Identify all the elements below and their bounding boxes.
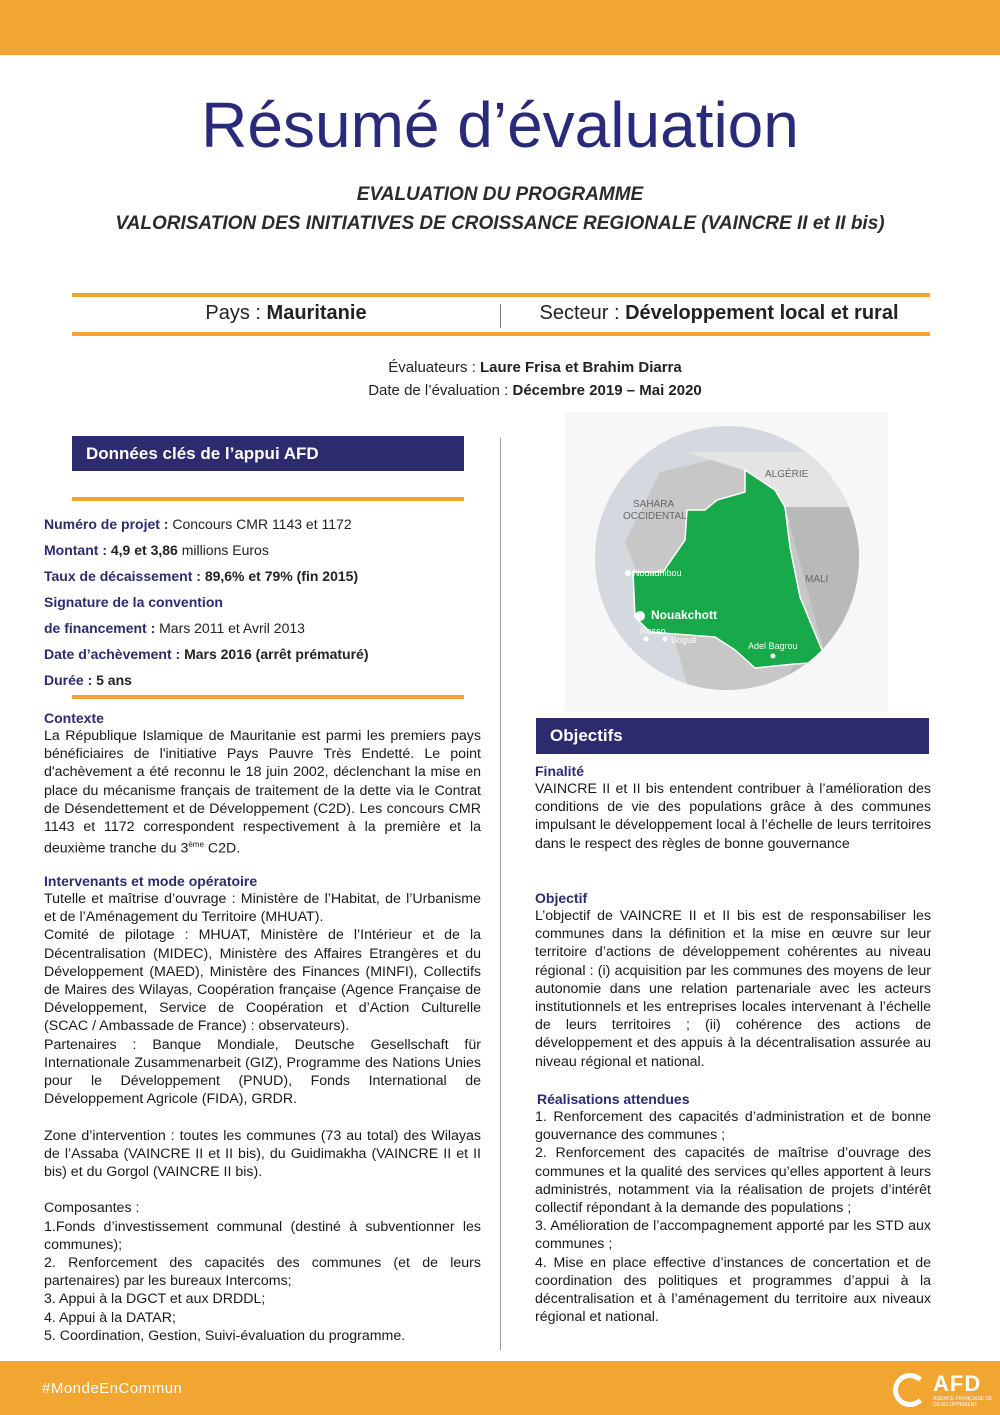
completion-row: Date d’achèvement : Mars 2016 (arrêt prématuré) <box>44 646 369 662</box>
project-number-row: Numéro de projet : Concours CMR 1143 et 1172 <box>44 516 352 532</box>
nouadhibou-marker <box>625 570 631 576</box>
afd-logo <box>893 1373 993 1409</box>
expected-result-item: 1. Renforcement des capacités d’administration et de bonne gouvernance des communes ; <box>535 1109 931 1144</box>
hashtag-text: #MondeEnCommun <box>42 1380 183 1397</box>
evaluation-date-label: Date de l’évaluation : <box>368 382 513 399</box>
expected-results-list <box>535 1108 931 1326</box>
info-separator <box>500 304 501 328</box>
stakeholders-p2: Comité de pilotage : MHUAT, Ministère de l’Intérieur et de la Décentralisation (MIDEC), Ministère des Affaires Etrangères et du Développement (MAED), Ministère des Finances (MINFI), Collectifs de Maires des Wilayas, Coopération française (Agence Française de Développement, Service de Coopération et d’Action Culturelle (SCAC / Ambassade de France) : observateurs). <box>44 927 481 1035</box>
objective-title: Objectif <box>535 890 588 906</box>
components-title: Composantes : <box>44 1200 140 1217</box>
signature-row: Signature de la convention <box>44 594 223 610</box>
nouadhibou-label: Nouadhibou <box>633 568 682 578</box>
context-title: Contexte <box>44 710 104 726</box>
top-banner <box>0 0 1000 55</box>
components-item: 2. Renforcement des capacités des communes (et de leurs partenaires) par les bureaux Intercoms; <box>44 1255 481 1290</box>
amount-row: Montant : 4,9 et 3,86 millions Euros <box>44 542 269 558</box>
divider-bottom <box>72 332 930 336</box>
afd-ring-icon <box>893 1373 927 1407</box>
evaluators-value: Laure Frisa et Brahim Diarra <box>479 359 682 376</box>
info-bar <box>72 300 930 330</box>
rosso-label: Rosso <box>640 626 666 636</box>
bogue-label: Bogué <box>671 635 698 645</box>
objective-text: L’objectif de VAINCRE II et II bis est de responsabiliser les communes dans la définition et la mise en œuvre sur leur territoire d’actions de développement cohérentes au niveau régional : (i) acquisition par les communes des moyens de leur autonomie dans une relation partenariale avec les acteurs institutionnels et les entreprises locales intervenant à l’échelle de leurs territoires ; (ii) cohérence des actions de développement et des appuis à la décentralisation assurée au niveau régional et national. <box>535 908 931 1070</box>
subtitle-line-2: VALORISATION DES INITIATIVES DE CROISSANCE REGIONALE (VAINCRE II et II bis) <box>115 213 885 234</box>
expected-result-item: 2. Renforcement des capacités de maîtrise d’ouvrage des communes et la qualité des services qu’elles apportent à leurs administrés, notamment via la réalisation de projets d’intérêt collectif répondant à la demande des populations ; <box>535 1145 931 1217</box>
stakeholders-p3: Partenaires : Banque Mondiale, Deutsche Gesellschaft für Internationale Zusammenarbeit (GIZ), Programme des Nations Unies pour le Développement (PNUD), Fonds International de Développement Agricole (FIDA), GRDR. <box>44 1036 481 1108</box>
evaluators-label: Évaluateurs : <box>388 359 480 376</box>
subtitle-line-1: EVALUATION DU PROGRAMME <box>356 184 644 205</box>
stakeholders-p4: Zone d’intervention : toutes les communes (73 au total) des Wilayas de l’Assaba (VAINCRE II et II bis), du Guidimakha (VAINCRE II et II bis) et du Gorgol (VAINCRE II bis). <box>44 1127 481 1181</box>
country-field <box>72 302 500 325</box>
map-graphic <box>565 412 888 712</box>
purpose-title: Finalité <box>535 763 585 779</box>
expected-result-item: 3. Amélioration de l’accompagnement apporté par les STD aux communes ; <box>535 1218 931 1253</box>
stakeholders-text <box>44 890 481 1345</box>
mali-label: MALI <box>805 574 829 585</box>
algeria-label: ALGÉRIE <box>765 469 809 480</box>
components-item: 4. Appui à la DATAR; <box>44 1309 176 1326</box>
divider-top <box>72 293 930 297</box>
nouakchott-marker <box>635 611 645 621</box>
sahara-label-1: SAHARA <box>633 499 675 510</box>
evaluation-meta <box>0 356 1000 402</box>
bogue-marker <box>663 637 668 642</box>
components-item: 1.Fonds d’investissement communal (destiné à subventionner les communes); <box>44 1218 481 1253</box>
adel-bagrou-marker <box>771 654 776 659</box>
evaluators-line <box>0 356 1000 379</box>
afd-logo-text: AFD <box>933 1371 982 1396</box>
key-data-rule-top <box>72 497 464 501</box>
components-item: 3. Appui à la DGCT et aux DRDDL; <box>44 1291 266 1308</box>
purpose-text: VAINCRE II et II bis entendent contribuer à l’amélioration des conditions de vie des populations grâce à des communes impulsant le développement local à l’échelle de leurs territoires dans le respect des règles de bonne gouvernance <box>535 781 931 852</box>
country-label: Pays : <box>205 302 267 324</box>
context-text: La République Islamique de Mauritanie est parmi les premiers pays bénéficiaires de l'initiative Pays Pauvre Très Endetté. Le point d'achèvement a été reconnu le 18 juin 2002, déclenchant la mise en place du mécanisme français de traitement de la dette via le Contrat de Désendettement et de Développement (C2D). Les concours CMR 1143 et 1172 correspondent respectivement à la première et la deuxième tranche du 3ème C2D. <box>44 728 481 857</box>
key-data-heading: Données clés de l’appui AFD <box>72 436 464 471</box>
sector-value: Développement local et rural <box>625 302 899 324</box>
country-value: Mauritanie <box>266 302 367 324</box>
disbursement-row: Taux de décaissement : 89,6% et 79% (fin 2015) <box>44 568 359 584</box>
evaluation-date-line <box>0 379 1000 402</box>
key-data-rule-bottom <box>72 695 464 699</box>
sector-field <box>508 302 930 325</box>
financing-row: de financement : Mars 2011 et Avril 2013 <box>44 620 305 636</box>
stakeholders-p1: Tutelle et maîtrise d’ouvrage : Ministère de l’Habitat, de l’Urbanisme et de l’Aménagement du Territoire (MHUAT). <box>44 891 481 926</box>
column-separator <box>500 438 501 1350</box>
nouakchott-label: Nouakchott <box>651 608 717 622</box>
duration-row: Durée : 5 ans <box>44 672 132 688</box>
page-title: Résumé d’évaluation <box>201 89 799 161</box>
mauritania-map <box>565 412 888 712</box>
components-item: 5. Coordination, Gestion, Suivi-évaluation du programme. <box>44 1327 406 1344</box>
expected-results-title: Réalisations attendues <box>537 1091 690 1107</box>
adel-bagrou-label: Adel Bagrou <box>748 641 798 651</box>
stakeholders-title: Intervenants et mode opératoire <box>44 873 258 889</box>
key-data-list <box>44 514 474 696</box>
evaluation-date-value: Décembre 2019 – Mai 2020 <box>512 382 702 399</box>
afd-logo-subtext: AGENCE FRANÇAISE DE DÉVELOPPEMENT <box>933 1396 993 1408</box>
sahara-label-2: OCCIDENTAL <box>623 511 687 522</box>
expected-result-item: 4. Mise en place effective d’instances de concertation et de coordination des politiques et programmes d’appui à la décentralisation et à l’aménagement du territoire aux niveaux régional et national. <box>535 1254 931 1326</box>
sector-label: Secteur : <box>539 302 626 324</box>
objectives-heading: Objectifs <box>536 718 929 754</box>
page-subtitle <box>0 180 1000 238</box>
rosso-marker <box>644 637 649 642</box>
